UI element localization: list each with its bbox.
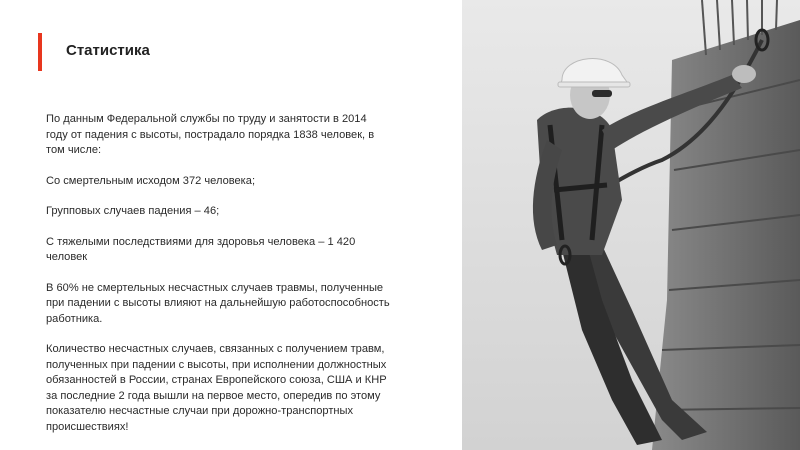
slide-title: Статистика xyxy=(66,42,150,59)
paragraph-intro: По данным Федеральной службы по труду и занятости в 2014 году от падения с высоты, пострадало порядка 1838 человек, в том числе: xyxy=(46,113,375,156)
paragraph-severe: С тяжелыми последствиями для здоровья человека – 1 420 человек xyxy=(46,235,356,263)
title-accent-bar xyxy=(38,33,42,71)
paragraph-fatal: Со смертельным исходом 372 человека; xyxy=(46,174,256,187)
slide-body xyxy=(46,112,391,450)
paragraph-sixty-percent: В 60% не смертельных несчастных случаев травмы, полученные при падении с высоты влияют на дальнейшую работоспособность работника. xyxy=(46,281,390,325)
paragraph-ranking: Количество несчастных случаев, связанных с получением травм, полученных при падении с высоты, при исполнении должностных обязанностей в России, странах Европейского союза, США и КНР за последние 2 года вышли на первое место, опередив по этому показателю несчастные случаи при дорожно-транспортных происшествиях! xyxy=(46,343,387,433)
worker-at-height-photo xyxy=(462,0,800,450)
paragraph-group: Групповых случаев падения – 46; xyxy=(46,205,220,217)
